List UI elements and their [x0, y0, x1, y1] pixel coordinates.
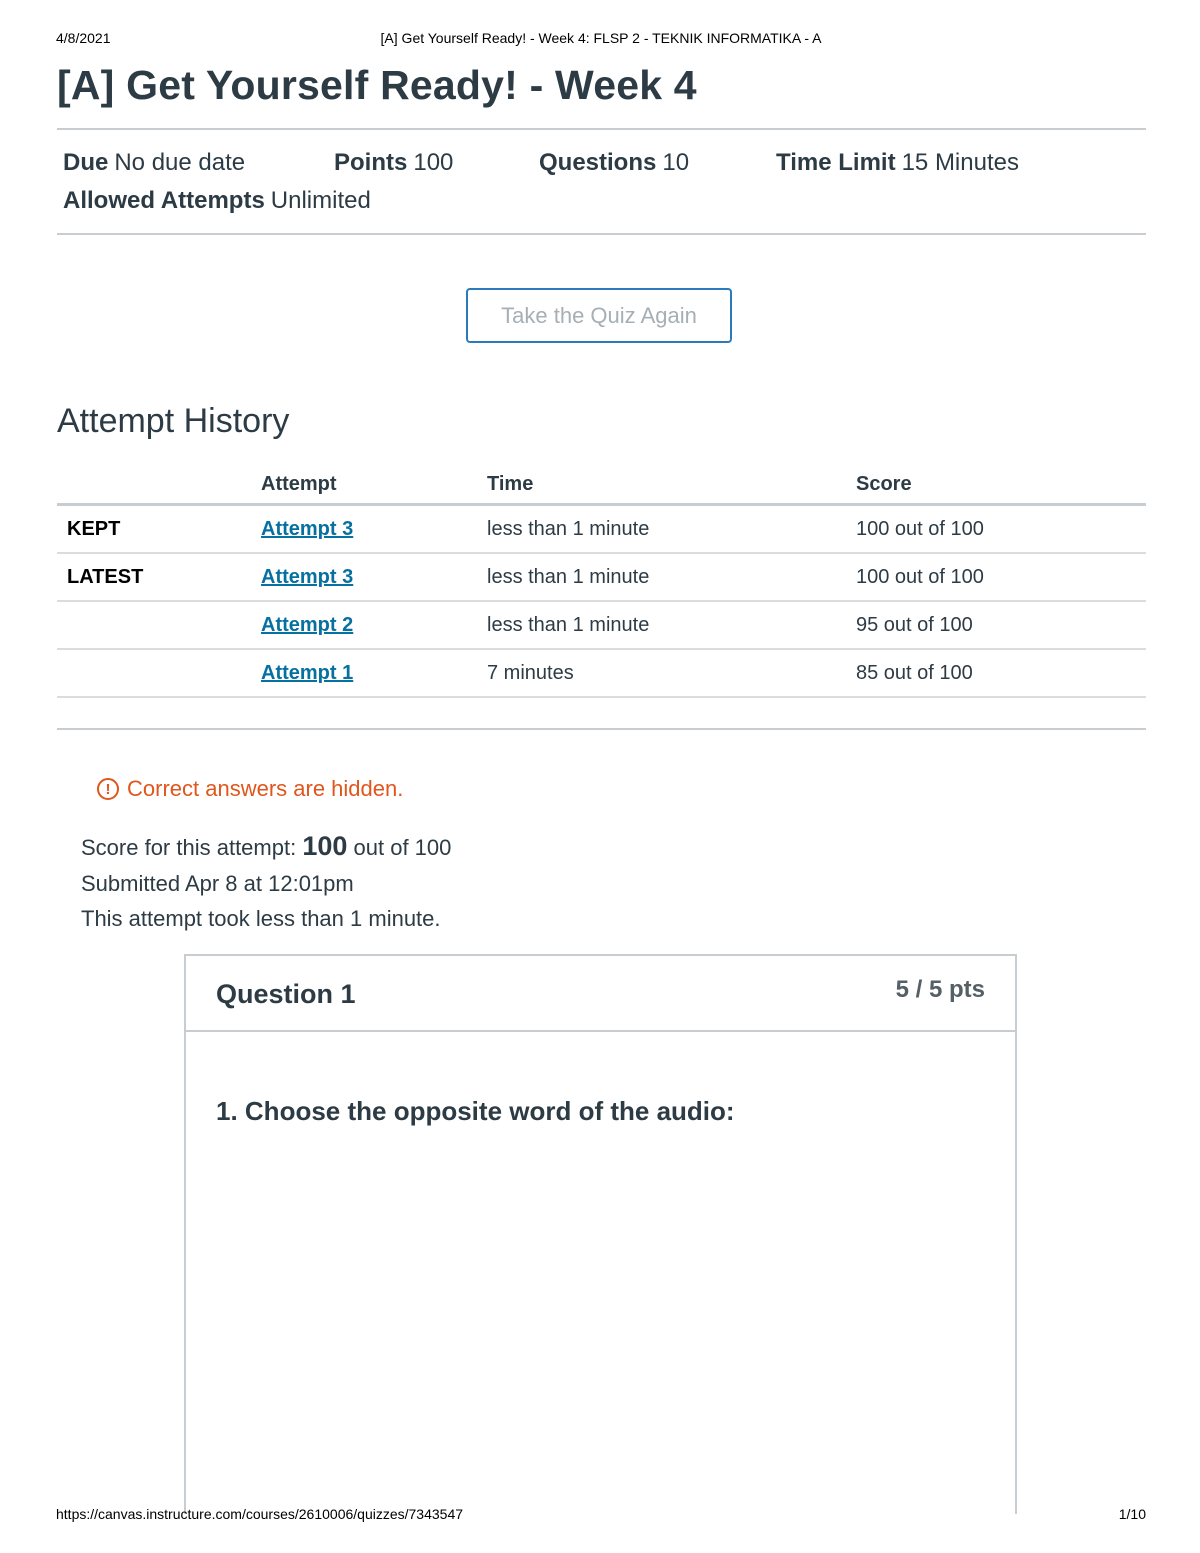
table-row [57, 649, 1146, 697]
question-points: 5 / 5 pts [895, 976, 985, 1003]
divider [57, 128, 1146, 130]
attempt-score: 95 out of 100 [856, 601, 1146, 649]
print-doc-title: [A] Get Yourself Ready! - Week 4: FLSP 2 - TEKNIK INFORMATIKA - A [380, 30, 822, 46]
score-prefix: Score for this attempt: [81, 835, 297, 860]
attempt-time: less than 1 minute [487, 601, 856, 649]
column-header-score: Score [856, 466, 1146, 505]
take-quiz-again-button[interactable]: Take the Quiz Again [466, 288, 732, 343]
attempt-score: 85 out of 100 [856, 649, 1146, 697]
attempt-link[interactable]: Attempt 1 [261, 661, 354, 684]
attempts-info [63, 187, 371, 215]
warning-icon: ! [97, 778, 119, 800]
divider [57, 233, 1146, 235]
time-limit-info [776, 149, 1019, 177]
due-value: No due date [114, 149, 246, 176]
attempt-link[interactable]: Attempt 3 [261, 565, 354, 588]
attempt-history-table [57, 466, 1146, 698]
attempt-time: less than 1 minute [487, 553, 856, 601]
attempt-score-line [81, 831, 451, 862]
question-title: Question 1 [216, 979, 356, 1009]
points-value: 100 [413, 149, 454, 176]
attempt-tag: KEPT [57, 505, 261, 554]
points-label: Points [334, 149, 408, 176]
attempt-score: 100 out of 100 [856, 505, 1146, 554]
notice-text: Correct answers are hidden. [127, 776, 404, 801]
attempt-tag [57, 649, 261, 697]
attempt-tag: LATEST [57, 553, 261, 601]
attempt-tag [57, 601, 261, 649]
attempt-time: 7 minutes [487, 649, 856, 697]
column-header-attempt: Attempt [261, 466, 487, 505]
table-row [57, 601, 1146, 649]
time-limit-label: Time Limit [776, 149, 896, 176]
questions-info [539, 149, 689, 177]
print-page-number: 1/10 [1118, 1506, 1146, 1522]
table-row [57, 553, 1146, 601]
attempts-label: Allowed Attempts [63, 187, 265, 214]
submitted-line: Submitted Apr 8 at 12:01pm [81, 871, 354, 896]
print-url: https://canvas.instructure.com/courses/2610006/quizzes/7343547 [56, 1506, 464, 1522]
print-header [56, 30, 1146, 50]
column-header [57, 466, 261, 505]
attempt-score: 100 out of 100 [856, 553, 1146, 601]
attempt-history-title: Attempt History [57, 402, 290, 440]
time-limit-value: 15 Minutes [901, 149, 1019, 176]
attempts-value: Unlimited [270, 187, 371, 214]
due-label: Due [63, 149, 109, 176]
attempt-link[interactable]: Attempt 3 [261, 517, 354, 540]
question-card [184, 954, 1017, 1514]
correct-answers-hidden-notice [97, 776, 403, 802]
question-header [186, 956, 1015, 1032]
print-date: 4/8/2021 [56, 30, 111, 46]
table-row [57, 505, 1146, 554]
duration-line: This attempt took less than 1 minute. [81, 906, 441, 931]
divider [57, 728, 1146, 730]
column-header-time: Time [487, 466, 856, 505]
attempt-link[interactable]: Attempt 2 [261, 613, 354, 636]
score-value: 100 [302, 831, 348, 861]
due-info [63, 149, 245, 177]
score-suffix: out of 100 [353, 835, 452, 860]
page-title: [A] Get Yourself Ready! - Week 4 [57, 62, 697, 108]
question-text: 1. Choose the opposite word of the audio: [216, 1096, 735, 1126]
print-footer [56, 1506, 1146, 1526]
questions-value: 10 [662, 149, 690, 176]
table-header-row [57, 466, 1146, 505]
attempt-time: less than 1 minute [487, 505, 856, 554]
points-info [334, 149, 453, 177]
questions-label: Questions [539, 149, 657, 176]
